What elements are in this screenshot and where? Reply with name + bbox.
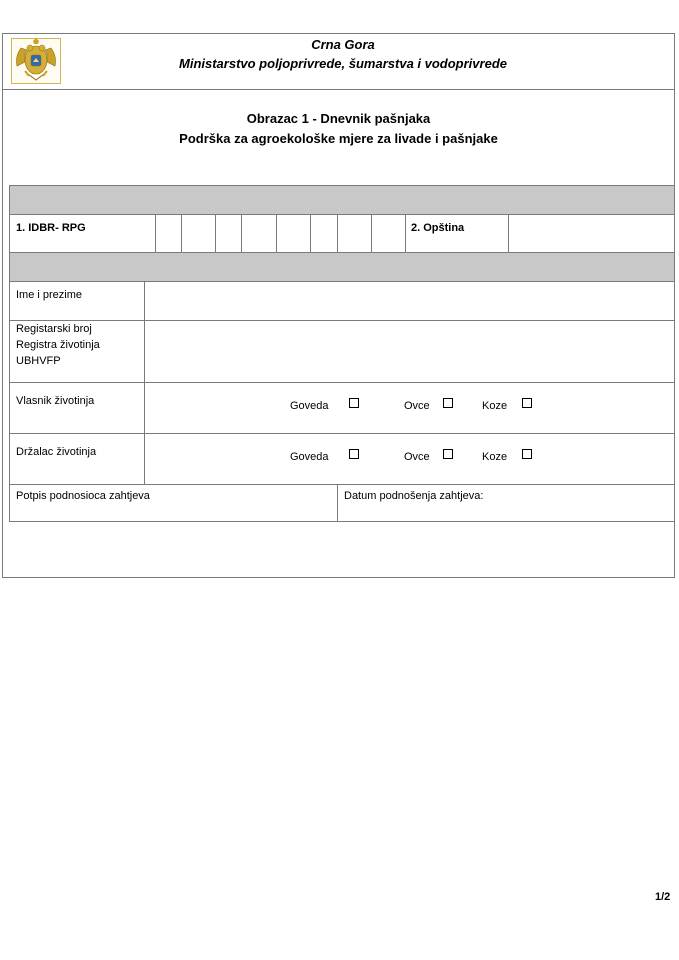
- name-label: Ime i prezime: [16, 289, 83, 301]
- holder-ovce-label: Ovce: [404, 451, 430, 463]
- owner-koze-label: Koze: [482, 400, 508, 412]
- signature-label: Potpis podnosioca zahtjeva: [16, 490, 150, 502]
- holder-koze-label: Koze: [482, 451, 508, 463]
- reg-label-line3: UBHVFP: [16, 355, 61, 367]
- holder-ovce-checkbox[interactable]: [443, 449, 453, 459]
- owner-goveda-checkbox[interactable]: [349, 398, 359, 408]
- application-table: [9, 185, 675, 522]
- holder-goveda-checkbox[interactable]: [349, 449, 359, 459]
- reg-label-line2: Registra životinja: [16, 339, 100, 351]
- holder-label: Držalac životinja: [16, 446, 97, 458]
- form-title: Obrazac 1 - Dnevnik pašnjaka: [246, 111, 431, 126]
- country-name: Crna Gora: [311, 37, 375, 52]
- reg-label-line1: Registarski broj: [16, 323, 92, 335]
- owner-ovce-checkbox[interactable]: [443, 398, 453, 408]
- holder-koze-checkbox[interactable]: [522, 449, 532, 459]
- owner-ovce-label: Ovce: [404, 400, 430, 412]
- owner-label: Vlasnik životinja: [16, 395, 95, 407]
- opstina-label: 2. Opština: [411, 222, 465, 234]
- date-label: Datum podnošenja zahtjeva:: [344, 490, 484, 502]
- owner-koze-checkbox[interactable]: [522, 398, 532, 408]
- page-number: 1/2: [655, 891, 671, 903]
- coat-of-arms-icon: [11, 38, 61, 84]
- holder-goveda-label: Goveda: [290, 451, 329, 463]
- idbr-label: 1. IDBR- RPG: [16, 222, 86, 234]
- owner-goveda-label: Goveda: [290, 400, 329, 412]
- shaded-row: [10, 253, 674, 281]
- ministry-name: Ministarstvo poljoprivrede, šumarstva i vodoprivrede: [179, 56, 507, 71]
- form-subtitle: Podrška za agroekološke mjere za livade i pašnjake: [179, 131, 498, 146]
- shaded-row: [10, 186, 674, 214]
- header: [3, 34, 674, 90]
